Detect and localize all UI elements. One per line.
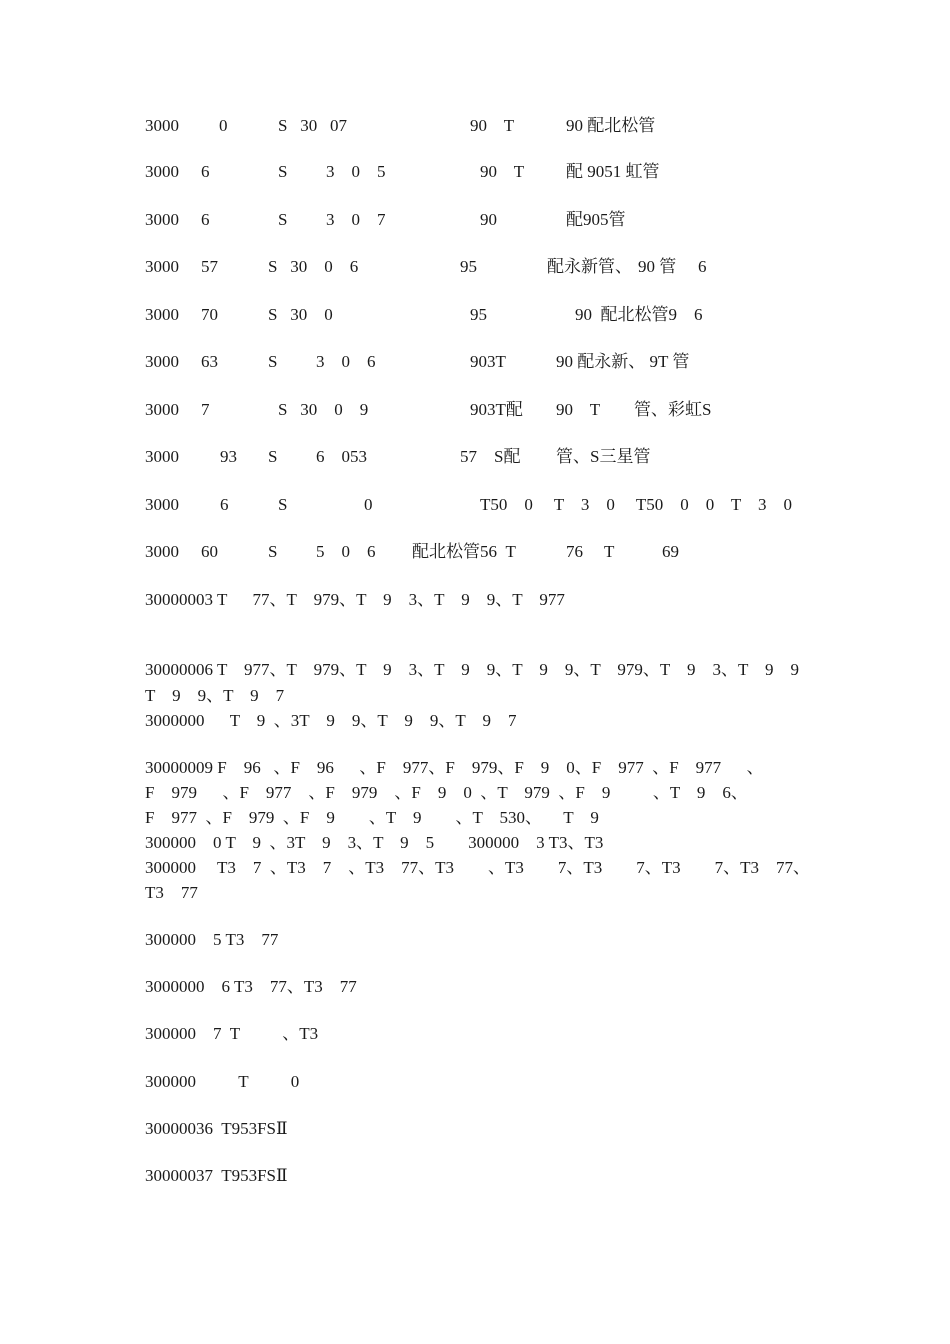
line-10-col-3: S (268, 542, 278, 561)
line-4-col-6: 90 管 (638, 257, 677, 276)
line-2-col-4: 3 0 5 (326, 162, 386, 181)
line-8-col-4: 6 053 (316, 447, 367, 466)
line-1-col-1: 3000 (145, 116, 179, 135)
line-5-col-2: 70 (201, 305, 218, 324)
line-16: F 979 、F 977 、F 979 、F 9 0 、T 979 、F 9 、T 9 6、 (145, 783, 748, 802)
line-5-col-4: 95 (470, 305, 487, 324)
line-2-col-3: S (278, 162, 288, 181)
line-23: 300000 7 T 、T3 (145, 1024, 319, 1043)
line-12: 30000006 T 977、T 979、T 9 3、T 9 9、T 9 9、T 979、T 9 3、T 9 9 (145, 660, 800, 679)
line-21: 300000 5 T3 77 (145, 930, 279, 949)
line-22: 3000000 6 T3 77、T3 77 (145, 977, 357, 996)
line-15: 30000009 F 96 、F 96 、F 977、F 979、F 9 0、F 977 、F 977 、 (145, 758, 764, 777)
line-4-col-3: S 30 0 6 (268, 257, 359, 276)
line-3-col-2: 6 (201, 210, 210, 229)
line-10-col-2: 60 (201, 542, 218, 561)
line-7-col-4: 903T配 (470, 400, 523, 419)
line-8-col-3: S (268, 447, 278, 466)
line-9-col-1: 3000 (145, 495, 179, 514)
line-20: T3 77 (145, 883, 198, 902)
line-8-col-5: 57 S配 (460, 447, 521, 466)
line-13: T 9 9、T 9 7 (145, 686, 285, 705)
line-3-col-6: 配905管 (566, 210, 626, 229)
line-1-col-4: 90 T (470, 116, 515, 135)
line-4-col-2: 57 (201, 257, 218, 276)
line-24: 300000 T 0 (145, 1072, 300, 1091)
line-10-col-6: 76 T (566, 542, 615, 561)
line-9-col-2: 6 (220, 495, 229, 514)
line-2-col-2: 6 (201, 162, 210, 181)
line-3-col-3: S (278, 210, 288, 229)
line-19: 300000 T3 7 、T3 7 、T3 77、T3 、T3 7、T3 7、T3 7、T3 77、 (145, 858, 811, 877)
line-4-col-1: 3000 (145, 257, 179, 276)
line-6-col-5: 903T (470, 352, 506, 371)
line-14: 3000000 T 9 、3T 9 9、T 9 9、T 9 7 (145, 711, 517, 730)
line-7-col-2: 7 (201, 400, 210, 419)
line-2-col-5: 90 T (480, 162, 525, 181)
line-6-col-2: 63 (201, 352, 218, 371)
line-3-col-5: 90 (480, 210, 497, 229)
line-5-col-5: 90 配北松管9 6 (575, 305, 703, 324)
line-5-col-3: S 30 0 (268, 305, 333, 324)
line-9-col-4: 0 (364, 495, 373, 514)
line-6-col-3: S (268, 352, 278, 371)
line-3-col-4: 3 0 7 (326, 210, 386, 229)
line-8-col-1: 3000 (145, 447, 179, 466)
line-7-col-6: 管、彩虹S (634, 400, 712, 419)
line-7-col-3: S 30 0 9 (278, 400, 369, 419)
line-11: 30000003 T 77、T 979、T 9 3、T 9 9、T 977 (145, 590, 565, 609)
line-8-col-6: 管、S三星管 (556, 447, 651, 466)
line-9-col-5: T50 0 T 3 0 T50 0 0 T 3 0 (480, 495, 793, 514)
line-7-col-5: 90 T (556, 400, 601, 419)
line-2-col-1: 3000 (145, 162, 179, 181)
line-25: 30000036 T953FSⅡ (145, 1119, 288, 1138)
line-8-col-2: 93 (220, 447, 237, 466)
line-17: F 977 、F 979 、F 9 、T 9 、T 530、 T 9 (145, 808, 599, 827)
line-1-col-5: 90 配北松管 (566, 116, 656, 135)
line-6-col-4: 3 0 6 (316, 352, 376, 371)
line-6-col-1: 3000 (145, 352, 179, 371)
line-2-col-6: 配 9051 虹管 (566, 162, 660, 181)
line-10-col-4: 5 0 6 (316, 542, 376, 561)
line-3-col-1: 3000 (145, 210, 179, 229)
line-4-col-5: 配永新管、 (547, 257, 632, 276)
line-10-col-7: 69 (662, 542, 679, 561)
line-9-col-3: S (278, 495, 288, 514)
line-1-col-2: 0 (219, 116, 228, 135)
line-7-col-1: 3000 (145, 400, 179, 419)
line-4-col-7: 6 (698, 257, 707, 276)
line-10-col-5: 配北松管56 T (412, 542, 516, 561)
line-1-col-3: S 30 07 (278, 116, 347, 135)
line-4-col-4: 95 (460, 257, 477, 276)
line-18: 300000 0 T 9 、3T 9 3、T 9 5 300000 3 T3、T3 (145, 833, 604, 852)
line-10-col-1: 3000 (145, 542, 179, 561)
line-6-col-6: 90 配永新、 9T 管 (556, 352, 690, 371)
line-5-col-1: 3000 (145, 305, 179, 324)
line-26: 30000037 T953FSⅡ (145, 1166, 288, 1185)
